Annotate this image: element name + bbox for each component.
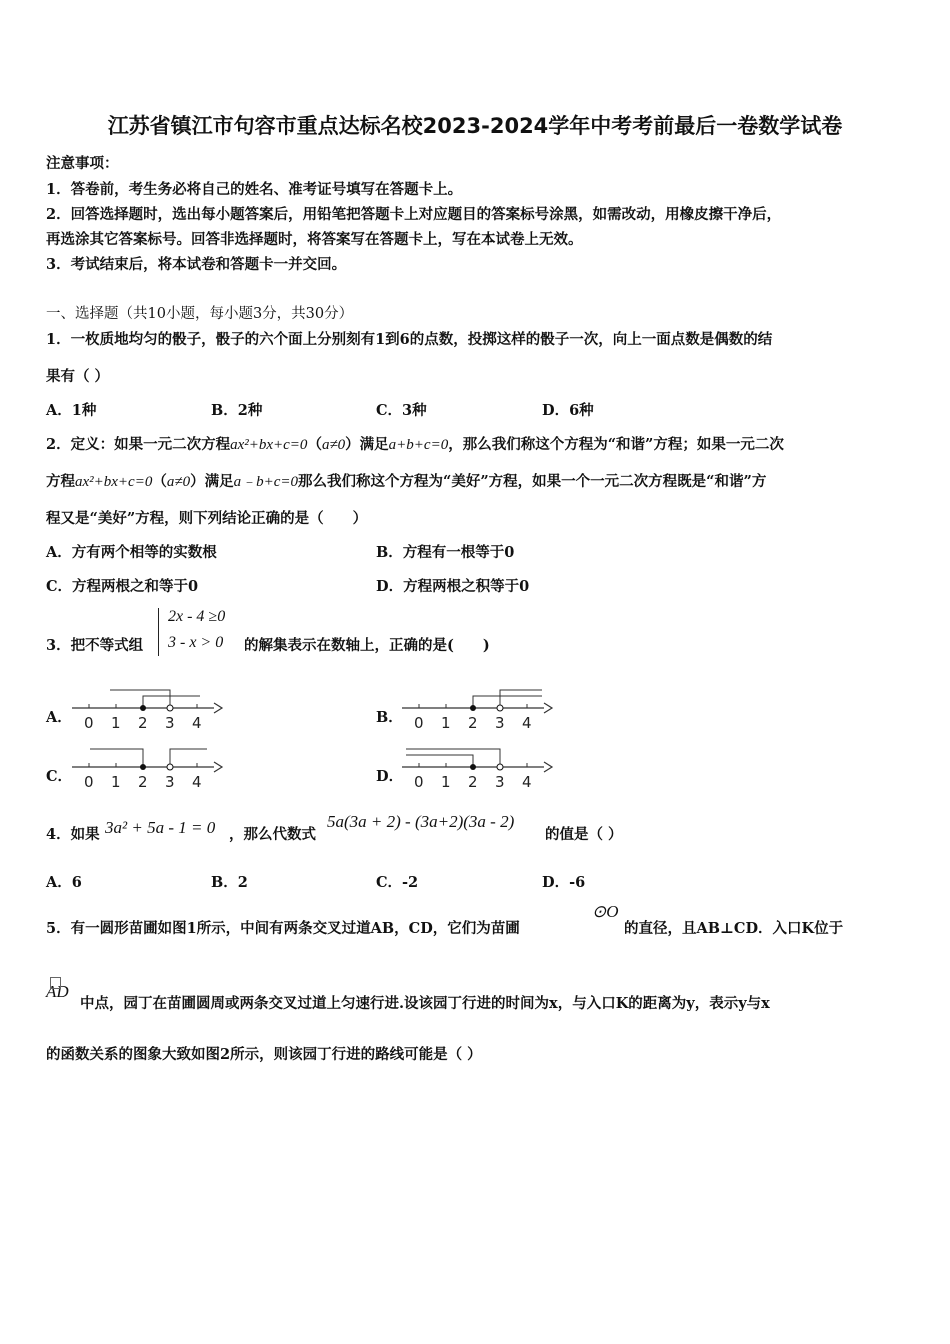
ray-left (110, 690, 170, 708)
q3-option-b-label: B． (376, 709, 403, 726)
notice-item-1: 1．答卷前，考生务必将自己的姓名、准考证号填写在答题卡上。 (46, 181, 463, 198)
q2-text-line2 (46, 470, 766, 491)
solid-point-2 (140, 705, 146, 711)
q4-suffix: 的值是（ ） (545, 826, 623, 843)
page-title: 江苏省镇江市句容市重点达标名校2023-2024学年中考考前最后一卷数学试卷 (107, 114, 843, 138)
q4-option-c: C．-2 (376, 874, 419, 891)
q3-option-c-label: C． (46, 768, 73, 785)
q4-prefix: 4．如果 (46, 826, 100, 843)
q3-option-a-numberline (72, 682, 232, 734)
open-point-3 (167, 705, 173, 711)
q5-text-line3: 的函数关系的图象大致如图2所示，则该园丁行进的路线可能是（ ） (46, 1046, 482, 1063)
tick-3: 3 (495, 714, 505, 732)
q4-option-a: A．6 (46, 874, 82, 891)
q2-l1-sum: a+b+c=0 (388, 437, 449, 453)
tick-0: 0 (84, 773, 94, 791)
q2-l2-condition: a≠0 (166, 474, 191, 490)
q2-l1-condition: a≠0 (321, 437, 346, 453)
tick-2: 2 (468, 773, 478, 791)
arc-ad-label: AD (46, 982, 69, 1001)
q2-l1-d: ，那么我们称这个方程为“和谐”方程；如果一元二次 (448, 436, 784, 453)
notice-item-2-cont: 再选涂其它答案标号。回答非选择题时，将答案写在答题卡上，写在本试卷上无效。 (46, 231, 583, 248)
tick-1: 1 (111, 773, 121, 791)
q3-option-b-numberline (402, 682, 562, 734)
inequality-row-1: 2x - 4 ≥0 (168, 608, 226, 625)
axis-arrow (544, 703, 552, 713)
section-heading: 一、选择题（共10小题，每小题3分，共30分） (46, 306, 354, 322)
q2-option-b: B．方程有一根等于0 (376, 544, 515, 561)
axis-arrow (214, 703, 222, 713)
tick-0: 0 (84, 714, 94, 732)
ray-left-2 (406, 755, 473, 767)
tick-4: 4 (192, 714, 202, 732)
q5-text-line2: 中点，园丁在苗圃圆周或两条交叉过道上匀速行进.设该园丁行进的时间为x，与入口K的距离为y，表示y与x (80, 995, 770, 1012)
inequality-row-2: 3 - x > 0 (168, 634, 224, 651)
q2-l1-b: （ (307, 436, 322, 453)
tick-2: 2 (138, 773, 148, 791)
tick-4: 4 (522, 773, 532, 791)
q2-text-line1 (46, 433, 784, 454)
q1-option-c: C．3种 (376, 402, 427, 419)
q4-expression: 5a(3a + 2) - (3a+2)(3a - 2) (327, 812, 515, 831)
q2-l1-a: 2．定义：如果一元二次方程 (46, 436, 231, 453)
ray-left-1 (406, 749, 500, 767)
solid-point-2 (140, 764, 146, 770)
q2-l1-equation: ax²+bx+c=0 (230, 437, 308, 453)
q1-option-a: A．1种 (46, 402, 97, 419)
open-point-3 (497, 764, 503, 770)
notice-item-2: 2．回答选择题时，选出每小题答案后，用铅笔把答题卡上对应题目的答案标号涂黑，如需改动，用橡皮擦干净后， (46, 206, 782, 223)
inequality-system (158, 606, 246, 658)
tick-1: 1 (111, 714, 121, 732)
q2-l2-a: 方程 (46, 473, 75, 490)
open-point-3 (167, 764, 173, 770)
q2-option-c: C．方程两根之和等于0 (46, 578, 199, 595)
q3-option-d-label: D． (376, 768, 404, 785)
q5-text-line1a: 5．有一圆形苗圃如图1所示，中间有两条交叉过道AB，CD，它们为苗圃 (46, 920, 520, 937)
q3-option-d-numberline (402, 741, 562, 793)
tick-3: 3 (495, 773, 505, 791)
ray-right-2 (500, 690, 542, 708)
tick-1: 1 (441, 714, 451, 732)
q2-l2-equation: ax²+bx+c=0 (75, 474, 153, 490)
tick-4: 4 (192, 773, 202, 791)
axis-arrow (214, 762, 222, 772)
solid-point-2 (470, 764, 476, 770)
notice-item-3: 3．考试结束后，将本试卷和答题卡一并交回。 (46, 256, 347, 273)
arc-ad (46, 982, 69, 1002)
circle-o-symbol: ⊙O (592, 902, 619, 921)
open-point-3 (497, 705, 503, 711)
tick-3: 3 (165, 773, 175, 791)
q2-l2-c: ）满足 (190, 473, 234, 490)
q2-l2-b: （ (152, 473, 167, 490)
q2-text-line3: 程又是“美好”方程，则下列结论正确的是（ ） (46, 510, 368, 527)
q1-option-b: B．2种 (211, 402, 263, 419)
q3-option-c-numberline (72, 741, 232, 793)
notice-heading: 注意事项： (46, 155, 119, 172)
ray-right (170, 749, 207, 767)
q1-text-line1: 1．一枚质地均匀的骰子，骰子的六个面上分别刻有1到6的点数，投掷这样的骰子一次，向上一面点数是偶数的结 (46, 331, 773, 348)
q2-l2-sum: a﹣b+c=0 (233, 474, 298, 490)
tick-1: 1 (441, 773, 451, 791)
q2-l1-c: ）满足 (345, 436, 389, 453)
q5-text-line1b: 的直径，且AB⊥CD．入口K位于 (624, 920, 844, 937)
q3-prefix: 3．把不等式组 (46, 637, 144, 654)
tick-4: 4 (522, 714, 532, 732)
system-brace (158, 608, 165, 656)
solid-point-2 (470, 705, 476, 711)
tick-2: 2 (138, 714, 148, 732)
tick-3: 3 (165, 714, 175, 732)
q3-suffix: 的解集表示在数轴上，正确的是( ) (244, 637, 490, 654)
q4-mid: ，那么代数式 (229, 826, 316, 843)
q4-option-b: B．2 (211, 874, 248, 891)
q1-option-d: D．6种 (542, 402, 594, 419)
arc-placeholder-icon (50, 977, 61, 989)
axis-arrow (544, 762, 552, 772)
tick-0: 0 (414, 714, 424, 732)
tick-2: 2 (468, 714, 478, 732)
ray-right-1 (473, 696, 542, 708)
q2-option-a: A．方有两个相等的实数根 (46, 544, 217, 561)
q1-text-line2: 果有（ ） (46, 368, 110, 385)
q3-option-a-label: A． (46, 709, 72, 726)
q4-option-d: D．-6 (542, 874, 586, 891)
tick-0: 0 (414, 773, 424, 791)
q2-l2-d: 那么我们称这个方程为“美好”方程，如果一个一元二次方程既是“和谐”方 (297, 473, 767, 490)
q2-option-d: D．方程两根之积等于0 (376, 578, 530, 595)
q4-condition: 3a² + 5a - 1 = 0 (105, 818, 216, 837)
